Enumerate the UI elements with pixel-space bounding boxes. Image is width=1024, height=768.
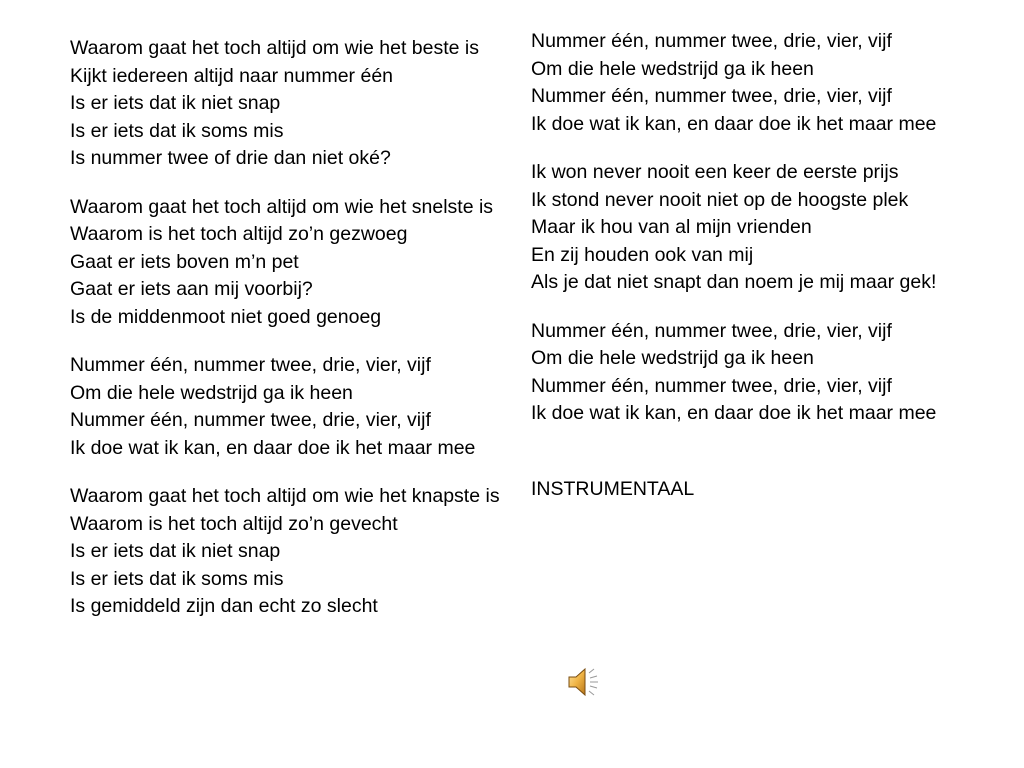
- stanza: [531, 479, 981, 500]
- lyric-line: Is de middenmoot niet goed genoeg: [70, 305, 382, 328]
- lyric-line: Ik won never nooit een keer de eerste prijs: [531, 161, 899, 183]
- lyric-line: Nummer één, nummer twee, drie, vier, vijf: [531, 30, 892, 52]
- lyric-line: Waarom gaat het toch altijd om wie het snelste is: [70, 195, 494, 218]
- stanza: [70, 38, 510, 169]
- lyric-line: Ik stond never nooit niet op de hoogste plek: [531, 188, 909, 211]
- stanza: [531, 321, 981, 425]
- stanza: [70, 486, 510, 617]
- lyric-line: Maar ik hou van al mijn vrienden: [531, 216, 812, 238]
- stanza: [70, 197, 510, 328]
- lyric-line: Om die hele wedstrijd ga ik heen: [531, 57, 814, 80]
- lyric-line: Waarom gaat het toch altijd om wie het knapste is: [70, 485, 500, 507]
- lyric-line: Nummer één, nummer twee, drie, vier, vijf: [70, 409, 431, 431]
- lyric-line: Is nummer twee of drie dan niet oké?: [70, 147, 391, 169]
- lyric-line: Ik doe wat ik kan, en daar doe ik het maar mee: [70, 436, 476, 459]
- lyric-line: Ik doe wat ik kan, en daar doe ik het maar mee: [531, 402, 937, 424]
- lyric-line: Gaat er iets aan mij voorbij?: [70, 278, 313, 300]
- lyric-line: Gaat er iets boven m’n pet: [70, 250, 299, 273]
- lyric-line: INSTRUMENTAAL: [531, 478, 695, 500]
- lyric-line: Is er iets dat ik niet snap: [70, 92, 281, 114]
- stanza: [531, 31, 981, 135]
- lyric-line: Is er iets dat ik soms mis: [70, 567, 284, 590]
- lyric-line: Om die hele wedstrijd ga ik heen: [531, 347, 814, 369]
- stanza: [70, 355, 510, 459]
- speaker-icon[interactable]: [566, 664, 602, 700]
- lyrics-right-column: [531, 31, 981, 528]
- lyric-line: Is er iets dat ik soms mis: [70, 119, 284, 142]
- lyric-line: Waarom is het toch altijd zo’n gezwoeg: [70, 223, 408, 245]
- lyric-line: Kijkt iedereen altijd naar nummer één: [70, 64, 394, 87]
- lyric-line: Ik doe wat ik kan, en daar doe ik het maar mee: [531, 112, 937, 135]
- lyric-line: Is gemiddeld zijn dan echt zo slecht: [70, 595, 378, 617]
- lyric-line: Om die hele wedstrijd ga ik heen: [70, 381, 353, 404]
- lyrics-left-column: [70, 38, 510, 645]
- lyric-line: En zij houden ook van mij: [531, 243, 754, 266]
- lyric-line: Nummer één, nummer twee, drie, vier, vijf: [531, 319, 892, 342]
- lyric-line: Waarom is het toch altijd zo’n gevecht: [70, 512, 398, 535]
- lyric-line: Waarom gaat het toch altijd om wie het beste is: [70, 37, 479, 59]
- speaker-icon-graphic: [566, 664, 602, 700]
- lyric-line: Nummer één, nummer twee, drie, vier, vijf: [531, 374, 892, 397]
- lyric-line: Nummer één, nummer twee, drie, vier, vijf: [531, 85, 892, 107]
- lyric-line: Nummer één, nummer twee, drie, vier, vijf: [70, 354, 431, 376]
- lyric-line: Als je dat niet snapt dan noem je mij maar gek!: [531, 271, 937, 293]
- lyric-line: Is er iets dat ik niet snap: [70, 540, 281, 562]
- stanza: [531, 162, 981, 293]
